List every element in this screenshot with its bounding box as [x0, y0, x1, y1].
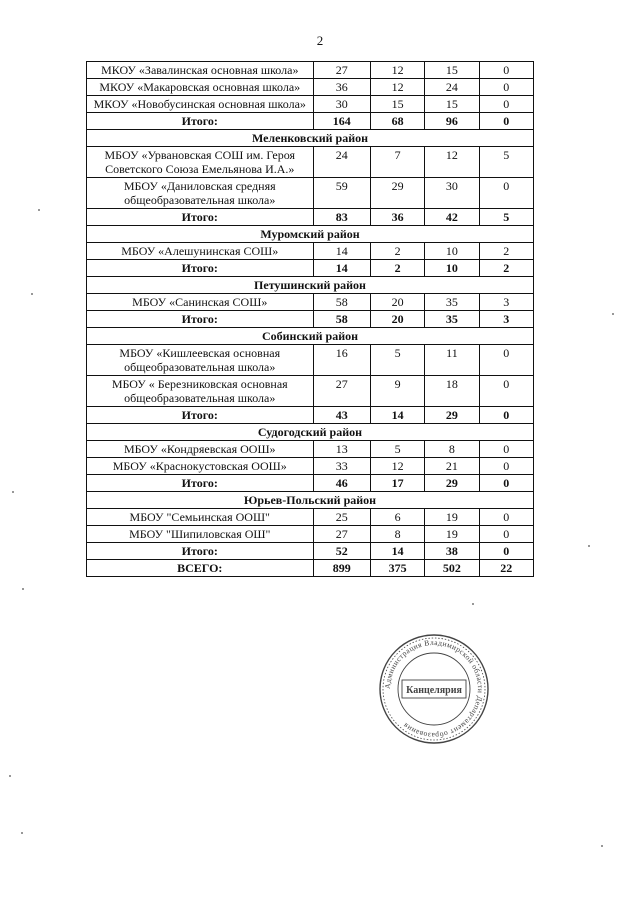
- school-row: [87, 96, 534, 113]
- value-cell-c4: 0: [479, 475, 533, 492]
- scan-speck: [31, 293, 33, 295]
- value-cell-c4: 3: [479, 311, 533, 328]
- scan-speck: [588, 545, 590, 547]
- value-cell-c3: 35: [425, 311, 479, 328]
- value-cell-c3: 30: [425, 178, 479, 209]
- school-name: МКОУ «Макаровская основная школа»: [87, 79, 314, 96]
- value-cell-c1: 83: [313, 209, 370, 226]
- value-cell-c3: 19: [425, 526, 479, 543]
- value-cell-c1: 16: [313, 345, 370, 376]
- value-cell-c3: 502: [425, 560, 479, 577]
- school-row: [87, 79, 534, 96]
- scan-speck: [612, 313, 614, 315]
- scan-speck: [601, 845, 603, 847]
- district-name: Юрьев-Польский район: [87, 492, 534, 509]
- value-cell-c2: 6: [370, 509, 424, 526]
- total-row: [87, 543, 534, 560]
- total-row: [87, 475, 534, 492]
- district-name: Муромский район: [87, 226, 534, 243]
- total-label: ВСЕГО:: [87, 560, 314, 577]
- value-cell-c2: 12: [370, 79, 424, 96]
- value-cell-c2: 29: [370, 178, 424, 209]
- total-label: Итого:: [87, 407, 314, 424]
- value-cell-c2: 14: [370, 543, 424, 560]
- value-cell-c1: 164: [313, 113, 370, 130]
- value-cell-c1: 58: [313, 311, 370, 328]
- total-label: Итого:: [87, 260, 314, 277]
- total-row: [87, 560, 534, 577]
- value-cell-c4: 0: [479, 376, 533, 407]
- value-cell-c4: 0: [479, 526, 533, 543]
- value-cell-c2: 14: [370, 407, 424, 424]
- value-cell-c3: 29: [425, 475, 479, 492]
- scan-speck: [9, 775, 11, 777]
- total-row: [87, 311, 534, 328]
- school-row: [87, 294, 534, 311]
- district-row: [87, 424, 534, 441]
- value-cell-c3: 8: [425, 441, 479, 458]
- value-cell-c4: 22: [479, 560, 533, 577]
- school-name: МБОУ «Кондряевская ООШ»: [87, 441, 314, 458]
- school-name: МБОУ «Кишлеевская основная общеобразовательная школа»: [87, 345, 314, 376]
- value-cell-c2: 9: [370, 376, 424, 407]
- total-label: Итого:: [87, 209, 314, 226]
- schools-table: [86, 61, 534, 577]
- school-name: МБОУ « Березниковская основная общеобразовательная школа»: [87, 376, 314, 407]
- value-cell-c2: 2: [370, 260, 424, 277]
- value-cell-c2: 375: [370, 560, 424, 577]
- school-name: МБОУ "Семьинская ООШ": [87, 509, 314, 526]
- value-cell-c4: 2: [479, 243, 533, 260]
- value-cell-c4: 0: [479, 345, 533, 376]
- school-name: МБОУ «Даниловская средняя общеобразовательная школа»: [87, 178, 314, 209]
- value-cell-c4: 0: [479, 178, 533, 209]
- scan-speck: [22, 588, 24, 590]
- value-cell-c4: 5: [479, 147, 533, 178]
- total-row: [87, 260, 534, 277]
- value-cell-c1: 27: [313, 62, 370, 79]
- value-cell-c4: 0: [479, 543, 533, 560]
- value-cell-c1: 27: [313, 526, 370, 543]
- value-cell-c1: 27: [313, 376, 370, 407]
- value-cell-c3: 29: [425, 407, 479, 424]
- value-cell-c3: 42: [425, 209, 479, 226]
- school-row: [87, 441, 534, 458]
- district-row: [87, 277, 534, 294]
- school-row: [87, 376, 534, 407]
- value-cell-c2: 17: [370, 475, 424, 492]
- value-cell-c1: 43: [313, 407, 370, 424]
- value-cell-c2: 12: [370, 458, 424, 475]
- total-label: Итого:: [87, 543, 314, 560]
- value-cell-c2: 7: [370, 147, 424, 178]
- school-row: [87, 243, 534, 260]
- district-row: [87, 492, 534, 509]
- value-cell-c1: 30: [313, 96, 370, 113]
- scan-speck: [472, 603, 474, 605]
- value-cell-c2: 5: [370, 441, 424, 458]
- school-name: МБОУ «Краснокустовская ООШ»: [87, 458, 314, 475]
- value-cell-c3: 10: [425, 260, 479, 277]
- value-cell-c2: 68: [370, 113, 424, 130]
- value-cell-c4: 0: [479, 62, 533, 79]
- value-cell-c1: 899: [313, 560, 370, 577]
- value-cell-c2: 5: [370, 345, 424, 376]
- total-row: [87, 113, 534, 130]
- value-cell-c2: 12: [370, 62, 424, 79]
- stamp-ring-text: Администрация Владимирской области Департамент образования: [382, 637, 486, 741]
- value-cell-c3: 11: [425, 345, 479, 376]
- total-label: Итого:: [87, 311, 314, 328]
- school-row: [87, 526, 534, 543]
- school-name: МКОУ «Новобусинская основная школа»: [87, 96, 314, 113]
- scan-speck: [38, 209, 40, 211]
- value-cell-c1: 59: [313, 178, 370, 209]
- value-cell-c1: 52: [313, 543, 370, 560]
- value-cell-c1: 14: [313, 243, 370, 260]
- value-cell-c4: 0: [479, 79, 533, 96]
- district-name: Меленковский район: [87, 130, 534, 147]
- page-number: 2: [316, 33, 324, 48]
- value-cell-c3: 15: [425, 96, 479, 113]
- value-cell-c4: 0: [479, 509, 533, 526]
- value-cell-c3: 15: [425, 62, 479, 79]
- total-label: Итого:: [87, 113, 314, 130]
- value-cell-c4: 0: [479, 441, 533, 458]
- value-cell-c1: 25: [313, 509, 370, 526]
- school-name: МБОУ «Санинская СОШ»: [87, 294, 314, 311]
- value-cell-c4: 0: [479, 96, 533, 113]
- value-cell-c3: 10: [425, 243, 479, 260]
- value-cell-c3: 38: [425, 543, 479, 560]
- value-cell-c2: 20: [370, 311, 424, 328]
- value-cell-c1: 14: [313, 260, 370, 277]
- school-row: [87, 62, 534, 79]
- school-name: МБОУ "Шипиловская ОШ": [87, 526, 314, 543]
- school-row: [87, 178, 534, 209]
- school-name: МКОУ «Завалинская основная школа»: [87, 62, 314, 79]
- total-label: Итого:: [87, 475, 314, 492]
- value-cell-c2: 8: [370, 526, 424, 543]
- total-row: [87, 209, 534, 226]
- value-cell-c1: 24: [313, 147, 370, 178]
- district-name: Судогодский район: [87, 424, 534, 441]
- stamp-center-text: Канцелярия: [406, 685, 462, 696]
- value-cell-c3: 18: [425, 376, 479, 407]
- school-row: [87, 458, 534, 475]
- district-name: Петушинский район: [87, 277, 534, 294]
- value-cell-c4: 3: [479, 294, 533, 311]
- scan-speck: [21, 832, 23, 834]
- school-row: [87, 345, 534, 376]
- value-cell-c3: 21: [425, 458, 479, 475]
- district-row: [87, 226, 534, 243]
- value-cell-c2: 20: [370, 294, 424, 311]
- district-row: [87, 328, 534, 345]
- value-cell-c3: 35: [425, 294, 479, 311]
- value-cell-c4: 2: [479, 260, 533, 277]
- value-cell-c1: 36: [313, 79, 370, 96]
- school-name: МБОУ «Урвановская СОШ им. Героя Советского Союза Емельянова И.А.»: [87, 147, 314, 178]
- value-cell-c4: 5: [479, 209, 533, 226]
- value-cell-c1: 33: [313, 458, 370, 475]
- value-cell-c1: 58: [313, 294, 370, 311]
- value-cell-c2: 36: [370, 209, 424, 226]
- scan-speck: [12, 491, 14, 493]
- school-row: [87, 147, 534, 178]
- official-stamp: [378, 633, 490, 745]
- value-cell-c1: 13: [313, 441, 370, 458]
- value-cell-c3: 19: [425, 509, 479, 526]
- value-cell-c2: 15: [370, 96, 424, 113]
- value-cell-c4: 0: [479, 458, 533, 475]
- table-body: [87, 62, 534, 577]
- value-cell-c3: 96: [425, 113, 479, 130]
- district-row: [87, 130, 534, 147]
- value-cell-c4: 0: [479, 407, 533, 424]
- value-cell-c4: 0: [479, 113, 533, 130]
- school-row: [87, 509, 534, 526]
- value-cell-c3: 24: [425, 79, 479, 96]
- district-name: Собинский район: [87, 328, 534, 345]
- school-name: МБОУ «Алешунинская СОШ»: [87, 243, 314, 260]
- total-row: [87, 407, 534, 424]
- value-cell-c2: 2: [370, 243, 424, 260]
- value-cell-c1: 46: [313, 475, 370, 492]
- value-cell-c3: 12: [425, 147, 479, 178]
